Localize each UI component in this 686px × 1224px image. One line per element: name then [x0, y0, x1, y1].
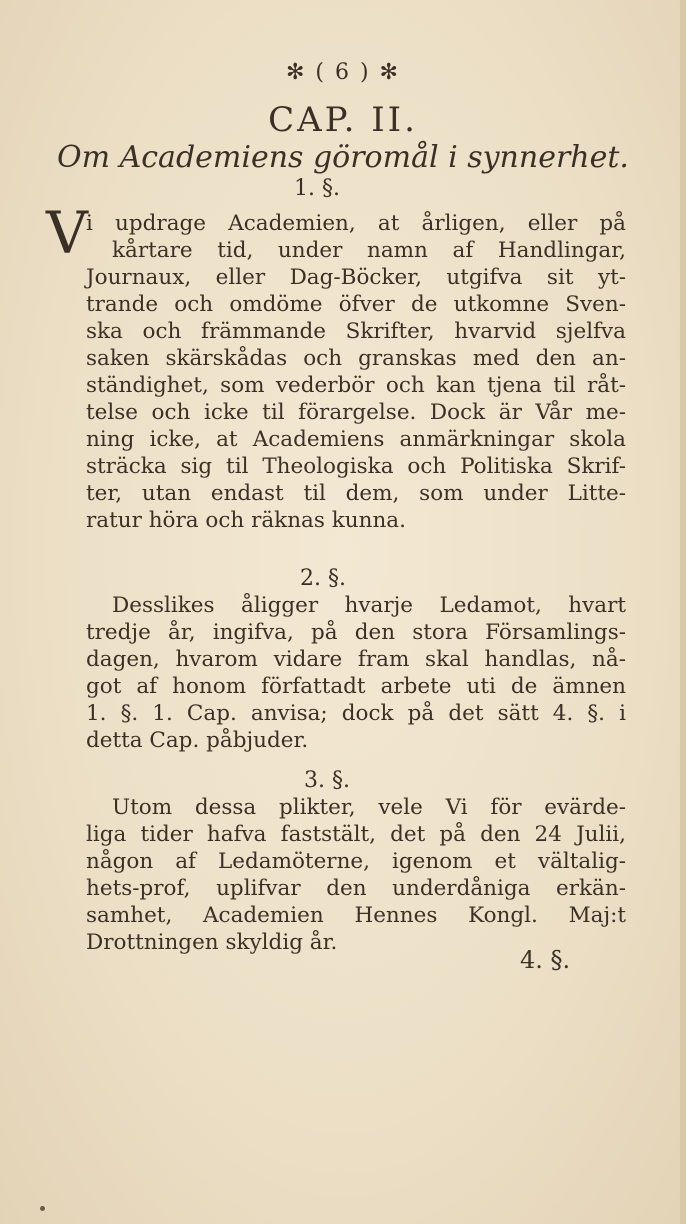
text-line: ska och främmande Skrifter, hvarvid sjelfva: [86, 319, 626, 344]
paragraph-1-cont: [86, 264, 626, 534]
text-line: i updrage Academien, at årligen, eller på: [86, 211, 626, 236]
text-line: kårtare tid, under namn af Handlingar,: [112, 238, 626, 263]
chapter-subtitle: Om Academiens göromål i synnerhet.: [57, 140, 629, 175]
text-line: Utom dessa plikter, vele Vi för evärde-: [112, 795, 626, 820]
paragraph-2: [86, 592, 626, 754]
text-line: Journaux, eller Dag-Böcker, utgifva sit yt-: [86, 265, 626, 290]
text-line: liga tider hafva faststält, det på den 24 Julii,: [86, 822, 626, 847]
section-number-1: 1. §.: [294, 176, 340, 201]
text-line: got af honom författadt arbete uti de ämnen: [86, 674, 626, 699]
text-line: någon af Ledamöterne, igenom et vältalig-: [86, 849, 626, 874]
text-line: ning icke, at Academiens anmärkningar skola: [86, 427, 626, 452]
text-line: tredje år, ingifva, på den stora Församlings-: [86, 620, 626, 645]
text-line: Desslikes åligger hvarje Ledamot, hvart: [112, 593, 626, 618]
text-line: detta Cap. påbjuder.: [86, 728, 309, 753]
chapter-heading: CAP. II.: [268, 100, 418, 140]
text-line: ter, utan endast til dem, som under Litte-: [86, 481, 626, 506]
text-line: 1. §. 1. Cap. anvisa; dock på det sätt 4. §. i: [86, 701, 626, 726]
text-line: samhet, Academien Hennes Kongl. Maj:t: [86, 903, 626, 928]
paragraph-3: [86, 794, 626, 956]
page-edge: [680, 0, 686, 1224]
paragraph-1: [86, 210, 626, 264]
text-line: trande och omdöme öfver de utkomne Sven-: [86, 292, 626, 317]
ink-spot: [40, 1206, 45, 1211]
page-header: ✻ ( 6 ) ✻: [285, 60, 400, 85]
catchword: 4. §.: [520, 946, 571, 974]
text-line: Drottningen skyldig år.: [86, 930, 338, 955]
text-line: ständighet, som vederbör och kan tjena til råt-: [86, 373, 626, 398]
text-line: sträcka sig til Theologiska och Politiska Skrif-: [86, 454, 626, 479]
text-line: hets-prof, uplifvar den underdåniga erkän-: [86, 876, 626, 901]
section-number-3: 3. §.: [304, 768, 350, 793]
text-line: saken skärskådas och granskas med den an-: [86, 346, 626, 371]
section-number-2: 2. §.: [300, 566, 346, 591]
drop-initial: V: [46, 199, 88, 267]
text-line: dagen, hvarom vidare fram skal handlas, nå-: [86, 647, 626, 672]
text-line: ratur höra och räknas kunna.: [86, 508, 406, 533]
text-line: telse och icke til förargelse. Dock är Vår me-: [86, 400, 626, 425]
